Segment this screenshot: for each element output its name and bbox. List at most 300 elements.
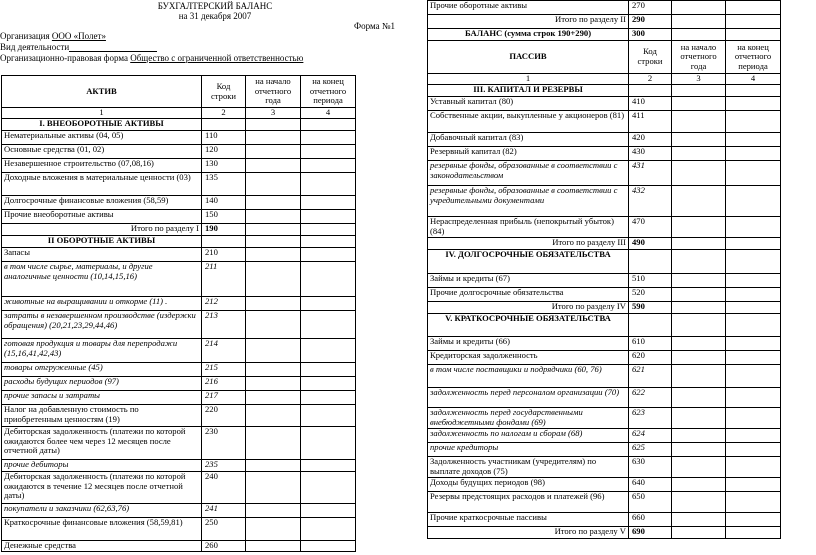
line-item-name: III. КАПИТАЛ И РЕЗЕРВЫ [428, 85, 629, 97]
value-start-cell[interactable] [672, 111, 726, 133]
line-code: 217 [202, 391, 246, 405]
line-item-name: Нераспределенная прибыль (непокрытый убыток) (84) [428, 217, 629, 238]
line-item-name: прочие дебиторы [2, 460, 202, 472]
line-item-name: покупатели и заказчики (62,63,76) [2, 504, 202, 518]
value-start-cell[interactable] [246, 405, 301, 427]
left_rows-row-241 [2, 504, 356, 518]
value-start-cell[interactable] [246, 391, 301, 405]
left_rows-row-250 [2, 518, 356, 541]
value-end-cell[interactable] [726, 314, 781, 337]
line-code: 431 [629, 161, 672, 186]
value-end-cell[interactable] [726, 337, 781, 351]
value-start-cell[interactable] [672, 351, 726, 365]
value-end-cell[interactable] [726, 351, 781, 365]
value-end-cell[interactable] [726, 238, 781, 250]
line-item-name: в том числе поставщики и подрядчики (60, 76) [428, 365, 629, 388]
value-end-cell[interactable] [726, 457, 781, 478]
line-item-name: Итого по разделу V [428, 527, 629, 539]
left_rows-row-217 [2, 391, 356, 405]
line-item-name: II ОБОРОТНЫЕ АКТИВЫ [2, 236, 202, 248]
right_rows-row-432 [428, 186, 781, 217]
right_rows-row-470 [428, 217, 781, 238]
left_rows-row-240 [2, 472, 356, 504]
code-header: Код строки [202, 76, 246, 108]
line-code: 215 [202, 363, 246, 377]
value-start-cell[interactable] [246, 248, 301, 262]
right_rows-row-section [428, 85, 781, 97]
aktiv-table [1, 75, 356, 552]
line-item-name: Прочие оборотные активы [428, 1, 629, 15]
col-number-4: 4 [301, 108, 356, 119]
left_rows-row-120 [2, 145, 356, 159]
value-start-cell[interactable] [246, 472, 301, 504]
line-item-name: Основные средства (01, 02) [2, 145, 202, 159]
value-start-cell[interactable] [246, 119, 301, 131]
value-start-cell[interactable] [672, 147, 726, 161]
value-end-cell[interactable] [301, 145, 356, 159]
value-start-cell[interactable] [672, 15, 726, 29]
value-end-cell[interactable] [301, 541, 356, 552]
line-code: 510 [629, 274, 672, 288]
line-code: 214 [202, 339, 246, 363]
legal-form-label: Организационно-правовая форма [0, 53, 128, 63]
line-code: 623 [629, 408, 672, 429]
right_rows-row-620 [428, 351, 781, 365]
right_rows-row-623 [428, 408, 781, 429]
value-end-cell[interactable] [726, 429, 781, 443]
line-code: 135 [202, 173, 246, 196]
value-start-cell[interactable] [672, 365, 726, 388]
line-code: 624 [629, 429, 672, 443]
value-start-cell[interactable] [246, 159, 301, 173]
line-code: 270 [629, 1, 672, 15]
column-number-row [428, 74, 781, 85]
value-start-cell[interactable] [672, 337, 726, 351]
value-start-cell[interactable] [246, 311, 301, 339]
line-code: 411 [629, 111, 672, 133]
value-start-cell[interactable] [672, 457, 726, 478]
value-start-cell[interactable] [246, 460, 301, 472]
value-end-cell[interactable] [301, 504, 356, 518]
line-code: 432 [629, 186, 672, 217]
right_rows-row-431 [428, 161, 781, 186]
line-item-name: Дебиторская задолженность (платежи по которой ожидаются в течение 12 месяцев после отчетной даты) [2, 472, 202, 504]
line-item-name: Займы и кредиты (66) [428, 337, 629, 351]
value-end-cell[interactable] [726, 85, 781, 97]
line-code: 630 [629, 457, 672, 478]
line-code: 640 [629, 478, 672, 492]
col-number-1: 1 [428, 74, 629, 85]
start-header: на начало отчетного года [246, 76, 301, 108]
value-start-cell[interactable] [246, 427, 301, 460]
value-start-cell[interactable] [246, 377, 301, 391]
line-code: 430 [629, 147, 672, 161]
value-end-cell[interactable] [726, 513, 781, 527]
left_rows-row-235 [2, 460, 356, 472]
line-code: 240 [202, 472, 246, 504]
line-item-name: товары отгруженные (45) [2, 363, 202, 377]
left_rows-row-110 [2, 131, 356, 145]
value-end-cell[interactable] [726, 478, 781, 492]
activity-label: Вид деятельности [0, 42, 70, 52]
left_rows-row-135 [2, 173, 356, 196]
value-end-cell[interactable] [726, 288, 781, 302]
line-item-name: Нематериальные активы (04, 05) [2, 131, 202, 145]
line-code: 110 [202, 131, 246, 145]
value-start-cell[interactable] [672, 302, 726, 314]
value-start-cell[interactable] [672, 513, 726, 527]
value-start-cell[interactable] [672, 314, 726, 337]
col-number-3: 3 [672, 74, 726, 85]
value-start-cell[interactable] [672, 186, 726, 217]
value-start-cell[interactable] [672, 288, 726, 302]
left_rows-row-140 [2, 196, 356, 210]
value-end-cell[interactable] [301, 405, 356, 427]
value-start-cell[interactable] [672, 527, 726, 539]
line-item-name: Займы и кредиты (67) [428, 274, 629, 288]
right_rows-row-section [428, 314, 781, 337]
line-code: 230 [202, 427, 246, 460]
line-code: 260 [202, 541, 246, 552]
line-item-name: IV. ДОЛГОСРОЧНЫЕ ОБЯЗАТЕЛЬСТВА [428, 250, 629, 274]
value-end-cell[interactable] [726, 302, 781, 314]
col-number-1: 1 [2, 108, 202, 119]
value-end-cell[interactable] [301, 460, 356, 472]
value-start-cell[interactable] [672, 1, 726, 15]
line-code: 520 [629, 288, 672, 302]
left_rows-row-section [2, 119, 356, 131]
line-item-name: прочие запасы и затраты [2, 391, 202, 405]
value-end-cell[interactable] [301, 363, 356, 377]
right_rows-row-430 [428, 147, 781, 161]
left_rows-row-section [2, 236, 356, 248]
value-start-cell[interactable] [672, 408, 726, 429]
value-start-cell[interactable] [672, 97, 726, 111]
line-item-name: Итого по разделу II [428, 15, 629, 29]
line-item-name: Доходы будущих периодов (98) [428, 478, 629, 492]
value-start-cell[interactable] [246, 196, 301, 210]
line-code: 420 [629, 133, 672, 147]
line-item-name: Краткосрочные финансовые вложения (58,59,81) [2, 518, 202, 541]
document-header [0, 0, 400, 70]
left_rows-row-213 [2, 311, 356, 339]
line-item-name: прочие кредиторы [428, 443, 629, 457]
right_rows-row-410 [428, 97, 781, 111]
line-code: 625 [629, 443, 672, 457]
line-item-name: Собственные акции, выкупленные у акционеров (81) [428, 111, 629, 133]
value-end-cell[interactable] [726, 186, 781, 217]
value-start-cell[interactable] [246, 363, 301, 377]
organization-line [0, 31, 106, 41]
passiv-table [427, 0, 781, 539]
line-code: 620 [629, 351, 672, 365]
value-end-cell[interactable] [726, 492, 781, 513]
value-start-cell[interactable] [672, 274, 726, 288]
right_top_rows-row-290 [428, 15, 781, 29]
value-start-cell[interactable] [672, 388, 726, 408]
right_rows-row-520 [428, 288, 781, 302]
line-item-name: V. КРАТКОСРОЧНЫЕ ОБЯЗАТЕЛЬСТВА [428, 314, 629, 337]
line-code [629, 250, 672, 274]
right_rows-row-690 [428, 527, 781, 539]
column-number-row [2, 108, 356, 119]
right_rows-row-650 [428, 492, 781, 513]
right_rows-row-610 [428, 337, 781, 351]
line-item-name: Уставный капитал (80) [428, 97, 629, 111]
line-code: 213 [202, 311, 246, 339]
line-item-name: Итого по разделу IV [428, 302, 629, 314]
line-code: 212 [202, 297, 246, 311]
line-item-name: задолженность по налогам и сборам (68) [428, 429, 629, 443]
legal-form-line [0, 53, 303, 63]
line-item-name: затраты в незавершенном производстве (издержки обращения) (20,21,23,29,44,46) [2, 311, 202, 339]
legal-form-value: Общество с ограниченной ответственностью [130, 53, 304, 63]
right_rows-row-490 [428, 238, 781, 250]
line-code [202, 236, 246, 248]
line-code: 235 [202, 460, 246, 472]
line-item-name: задолженность перед персоналом организации (70) [428, 388, 629, 408]
value-end-cell[interactable] [726, 527, 781, 539]
value-end-cell[interactable] [301, 236, 356, 248]
line-code: 410 [629, 97, 672, 111]
line-item-name: резервные фонды, образованные в соответствии с учредительными документами [428, 186, 629, 217]
value-start-cell[interactable] [672, 250, 726, 274]
left_rows-row-230 [2, 427, 356, 460]
line-code: 210 [202, 248, 246, 262]
value-end-cell[interactable] [301, 248, 356, 262]
end-header: на конец отчетного периода [301, 76, 356, 108]
line-item-name: готовая продукция и товары для перепродажи (15,16,41,42,43) [2, 339, 202, 363]
value-end-cell[interactable] [726, 250, 781, 274]
aktiv-header: АКТИВ [2, 76, 202, 108]
line-code: 241 [202, 504, 246, 518]
value-end-cell[interactable] [301, 119, 356, 131]
line-code: 650 [629, 492, 672, 513]
left_rows-row-210 [2, 248, 356, 262]
value-end-cell[interactable] [301, 311, 356, 339]
col-number-2: 2 [202, 108, 246, 119]
line-code: 300 [629, 29, 672, 41]
value-start-cell[interactable] [246, 210, 301, 224]
aktiv-header-row [2, 76, 356, 108]
value-end-cell[interactable] [726, 111, 781, 133]
value-end-cell[interactable] [301, 391, 356, 405]
value-end-cell[interactable] [726, 15, 781, 29]
left_rows-row-220 [2, 405, 356, 427]
line-item-name: Долгосрочные финансовые вложения (58,59) [2, 196, 202, 210]
right_rows-row-420 [428, 133, 781, 147]
value-end-cell[interactable] [726, 147, 781, 161]
line-item-name: I. ВНЕОБОРОТНЫЕ АКТИВЫ [2, 119, 202, 131]
line-code [202, 119, 246, 131]
right_top_rows-row-300 [428, 29, 781, 41]
value-end-cell[interactable] [726, 133, 781, 147]
right_rows-row-625 [428, 443, 781, 457]
line-code: 130 [202, 159, 246, 173]
line-code: 660 [629, 513, 672, 527]
value-start-cell[interactable] [246, 504, 301, 518]
value-start-cell[interactable] [672, 133, 726, 147]
value-start-cell[interactable] [246, 173, 301, 196]
line-code: 490 [629, 238, 672, 250]
left_rows-row-190 [2, 224, 356, 236]
right_rows-row-640 [428, 478, 781, 492]
line-item-name: Итого по разделу I [2, 224, 202, 236]
value-end-cell[interactable] [726, 365, 781, 388]
line-code: 211 [202, 262, 246, 297]
right_rows-row-660 [428, 513, 781, 527]
right_top_rows-row-270 [428, 1, 781, 15]
passiv-header: ПАССИВ [428, 41, 629, 74]
col-number-2: 2 [629, 74, 672, 85]
right_rows-row-590 [428, 302, 781, 314]
left_rows-row-211 [2, 262, 356, 297]
value-end-cell[interactable] [726, 161, 781, 186]
line-item-name: Задолженность участникам (учредителям) по выплате доходов (75) [428, 457, 629, 478]
left_rows-row-150 [2, 210, 356, 224]
form-number: Форма №1 [354, 21, 395, 31]
value-end-cell[interactable] [301, 518, 356, 541]
value-start-cell[interactable] [246, 262, 301, 297]
organization-value: ООО «Полет» [51, 31, 106, 41]
line-code: 690 [629, 527, 672, 539]
line-item-name: Прочие внеоборотные активы [2, 210, 202, 224]
line-item-name: Налог на добавленную стоимость по приобретенным ценностям (19) [2, 405, 202, 427]
right_rows-row-621 [428, 365, 781, 388]
line-code: 150 [202, 210, 246, 224]
value-start-cell[interactable] [246, 518, 301, 541]
left_rows-row-130 [2, 159, 356, 173]
value-start-cell[interactable] [246, 224, 301, 236]
line-code: 120 [202, 145, 246, 159]
value-end-cell[interactable] [301, 210, 356, 224]
right_rows-row-624 [428, 429, 781, 443]
line-item-name: расходы будущих периодов (97) [2, 377, 202, 391]
document-title: БУХГАЛТЕРСКИЙ БАЛАНС [157, 1, 273, 11]
line-item-name: Резервы предстоящих расходов и платежей (96) [428, 492, 629, 513]
value-end-cell[interactable] [726, 1, 781, 15]
value-start-cell[interactable] [672, 443, 726, 457]
end-header: на конец отчетного периода [726, 41, 781, 74]
value-start-cell[interactable] [672, 429, 726, 443]
line-code: 220 [202, 405, 246, 427]
line-code: 216 [202, 377, 246, 391]
value-start-cell[interactable] [672, 492, 726, 513]
right_rows-row-411 [428, 111, 781, 133]
document-date: на 31 декабря 2007 [178, 11, 252, 21]
line-item-name: Кредиторская задолженность [428, 351, 629, 365]
value-end-cell[interactable] [301, 131, 356, 145]
value-end-cell[interactable] [301, 377, 356, 391]
line-item-name: Незавершенное строительство (07,08,16) [2, 159, 202, 173]
line-code: 190 [202, 224, 246, 236]
right_rows-row-622 [428, 388, 781, 408]
value-start-cell[interactable] [246, 339, 301, 363]
value-end-cell[interactable] [726, 217, 781, 238]
line-item-name: Прочие краткосрочные пассивы [428, 513, 629, 527]
line-item-name: животные на выращивании и откорме (11) . [2, 297, 202, 311]
organization-label: Организация [0, 31, 50, 41]
left_rows-row-212 [2, 297, 356, 311]
line-item-name: Доходные вложения в материальные ценности (03) [2, 173, 202, 196]
value-end-cell[interactable] [301, 297, 356, 311]
value-end-cell[interactable] [726, 388, 781, 408]
value-end-cell[interactable] [726, 408, 781, 429]
value-end-cell[interactable] [301, 196, 356, 210]
line-item-name: Резервный капитал (82) [428, 147, 629, 161]
line-code: 610 [629, 337, 672, 351]
line-code: 622 [629, 388, 672, 408]
line-item-name: Прочие долгосрочные обязательства [428, 288, 629, 302]
value-end-cell[interactable] [301, 339, 356, 363]
col-number-3: 3 [246, 108, 301, 119]
line-item-name: Добавочный капитал (83) [428, 133, 629, 147]
right_rows-row-section [428, 250, 781, 274]
left_rows-row-215 [2, 363, 356, 377]
activity-blank [69, 43, 157, 52]
left_rows-row-260 [2, 541, 356, 552]
activity-line [0, 42, 157, 52]
value-start-cell[interactable] [672, 85, 726, 97]
value-start-cell[interactable] [246, 541, 301, 552]
line-code: 290 [629, 15, 672, 29]
value-end-cell[interactable] [301, 472, 356, 504]
line-item-name: Денежные средства [2, 541, 202, 552]
value-end-cell[interactable] [301, 173, 356, 196]
line-code: 590 [629, 302, 672, 314]
value-start-cell[interactable] [672, 478, 726, 492]
value-start-cell[interactable] [246, 131, 301, 145]
value-end-cell[interactable] [726, 29, 781, 41]
line-code [629, 85, 672, 97]
passiv-header-row [428, 41, 781, 74]
value-end-cell[interactable] [301, 224, 356, 236]
line-item-name: БАЛАНС (сумма строк 190+290) [428, 29, 629, 41]
line-code: 621 [629, 365, 672, 388]
line-item-name: Дебиторская задолженность (платежи по которой ожидаются более чем через 12 месяцев после отчетной даты) [2, 427, 202, 460]
line-item-name: Запасы [2, 248, 202, 262]
value-end-cell[interactable] [301, 262, 356, 297]
line-code: 140 [202, 196, 246, 210]
left_rows-row-216 [2, 377, 356, 391]
line-code: 470 [629, 217, 672, 238]
value-start-cell[interactable] [672, 29, 726, 41]
code-header: Код строки [629, 41, 672, 74]
value-start-cell[interactable] [672, 161, 726, 186]
value-end-cell[interactable] [726, 274, 781, 288]
value-start-cell[interactable] [246, 236, 301, 248]
value-end-cell[interactable] [301, 427, 356, 460]
value-end-cell[interactable] [301, 159, 356, 173]
value-end-cell[interactable] [726, 97, 781, 111]
value-start-cell[interactable] [672, 238, 726, 250]
line-item-name: Итого по разделу III [428, 238, 629, 250]
line-code [629, 314, 672, 337]
value-start-cell[interactable] [246, 297, 301, 311]
start-header: на начало отчетного года [672, 41, 726, 74]
line-item-name: задолженность перед государственными внебюджетными фондами (69) [428, 408, 629, 429]
right_rows-row-630 [428, 457, 781, 478]
line-item-name: резервные фонды, образованные в соответствии с законодательством [428, 161, 629, 186]
col-number-4: 4 [726, 74, 781, 85]
line-code: 250 [202, 518, 246, 541]
line-item-name: в том числе сырье, материалы, и другие аналогичные ценности (10,14,15,16) [2, 262, 202, 297]
value-end-cell[interactable] [726, 443, 781, 457]
value-start-cell[interactable] [672, 217, 726, 238]
right_rows-row-510 [428, 274, 781, 288]
left_rows-row-214 [2, 339, 356, 363]
value-start-cell[interactable] [246, 145, 301, 159]
